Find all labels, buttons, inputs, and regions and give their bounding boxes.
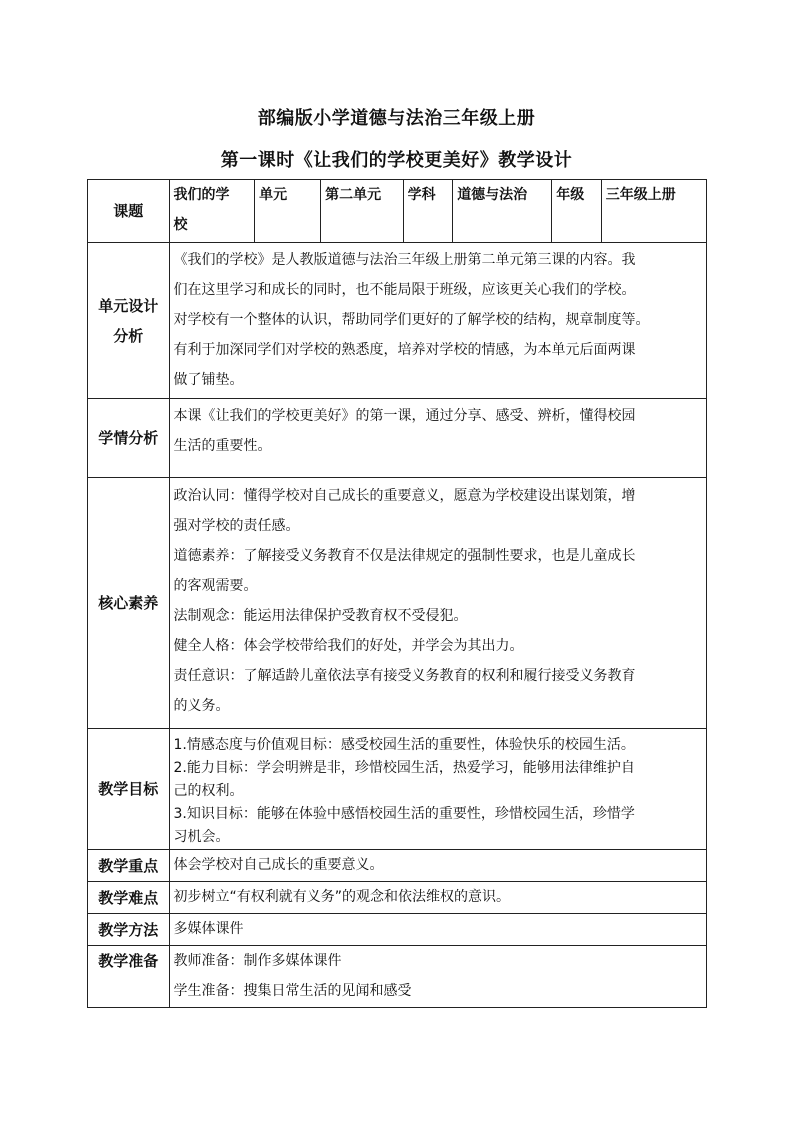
core-literacy-text: 政治认同：懂得学校对自己成长的重要意义，愿意为学校建设出谋划策，增 强对学校的责任感。 道德素养：了解接受义务教育不仅是法律规定的强制性要求，也是儿童成长 的客观需要。 法制观念：能运用法律保护受教育权不受侵犯。 健全人格：体会学校带给我们的好处，并学会为其出力。 责任意识：了解适龄儿童依法享有接受义务教育的权利和履行接受义务教育 的义务。 [169, 478, 707, 729]
subject-value: 道德与法治 [453, 180, 552, 243]
difficulty-label: 教学难点 [88, 882, 170, 914]
unit-analysis-label: 单元设计 分析 [88, 243, 170, 399]
key-point-row [88, 850, 707, 882]
subject-label: 学科 [403, 180, 453, 243]
document-subtitle: 第一课时《让我们的学校更美好》教学设计 [220, 150, 573, 171]
topic-label: 课题 [88, 180, 170, 243]
learner-analysis-text: 本课《让我们的学校更美好》的第一课，通过分享、感受、辨析，懂得校园 生活的重要性。 [169, 399, 707, 478]
difficulty-text: 初步树立“有权利就有义务”的观念和依法维权的意识。 [169, 882, 707, 914]
unit-label: 单元 [255, 180, 321, 243]
core-literacy-row [88, 478, 707, 729]
key-point-label: 教学重点 [88, 850, 170, 882]
document-title: 部编版小学道德与法治三年级上册 [257, 108, 536, 129]
topic-value: 我们的学 校 [169, 180, 255, 243]
grade-label: 年级 [552, 180, 602, 243]
grade-value: 三年级上册 [601, 180, 706, 243]
preparation-text [169, 946, 707, 1008]
lesson-plan-table [87, 179, 707, 1008]
preparation-row [88, 946, 707, 1008]
unit-analysis-text: 《我们的学校》是人教版道德与法治三年级上册第二单元第三课的内容。我 们在这里学习和成长的同时，也不能局限于班级，应该更关心我们的学校。 对学校有一个整体的认识，帮助同学们更好的了解学校的结构，规章制度等。 有利于加深同学们对学校的熟悉度，培养对学校的情感，为本单元后面两课 做了铺垫。 [169, 243, 707, 399]
teacher-preparation: 教师准备：制作多媒体课件 [173, 953, 342, 969]
unit-value: 第二单元 [321, 180, 404, 243]
method-label: 教学方法 [88, 914, 170, 946]
student-preparation: 学生准备：搜集日常生活的见闻和感受 [173, 983, 412, 999]
core-literacy-label: 核心素养 [88, 478, 170, 729]
header-row [88, 180, 707, 243]
key-point-text: 体会学校对自己成长的重要意义。 [169, 850, 707, 882]
difficulty-row [88, 882, 707, 914]
method-row [88, 914, 707, 946]
unit-analysis-row [88, 243, 707, 399]
objectives-label: 教学目标 [88, 729, 170, 850]
method-text: 多媒体课件 [169, 914, 707, 946]
objectives-text: 1.情感态度与价值观目标：感受校园生活的重要性，体验快乐的校园生活。 2.能力目标：学会明辨是非，珍惜校园生活，热爱学习，能够用法律维护自 己的权利。 3.知识目标：能够在体验中感悟校园生活的重要性，珍惜校园生活，珍惜学 习机会。 [169, 729, 707, 850]
objectives-row [88, 729, 707, 850]
preparation-label: 教学准备 [88, 946, 170, 1008]
learner-analysis-row [88, 399, 707, 478]
learner-analysis-label: 学情分析 [88, 399, 170, 478]
